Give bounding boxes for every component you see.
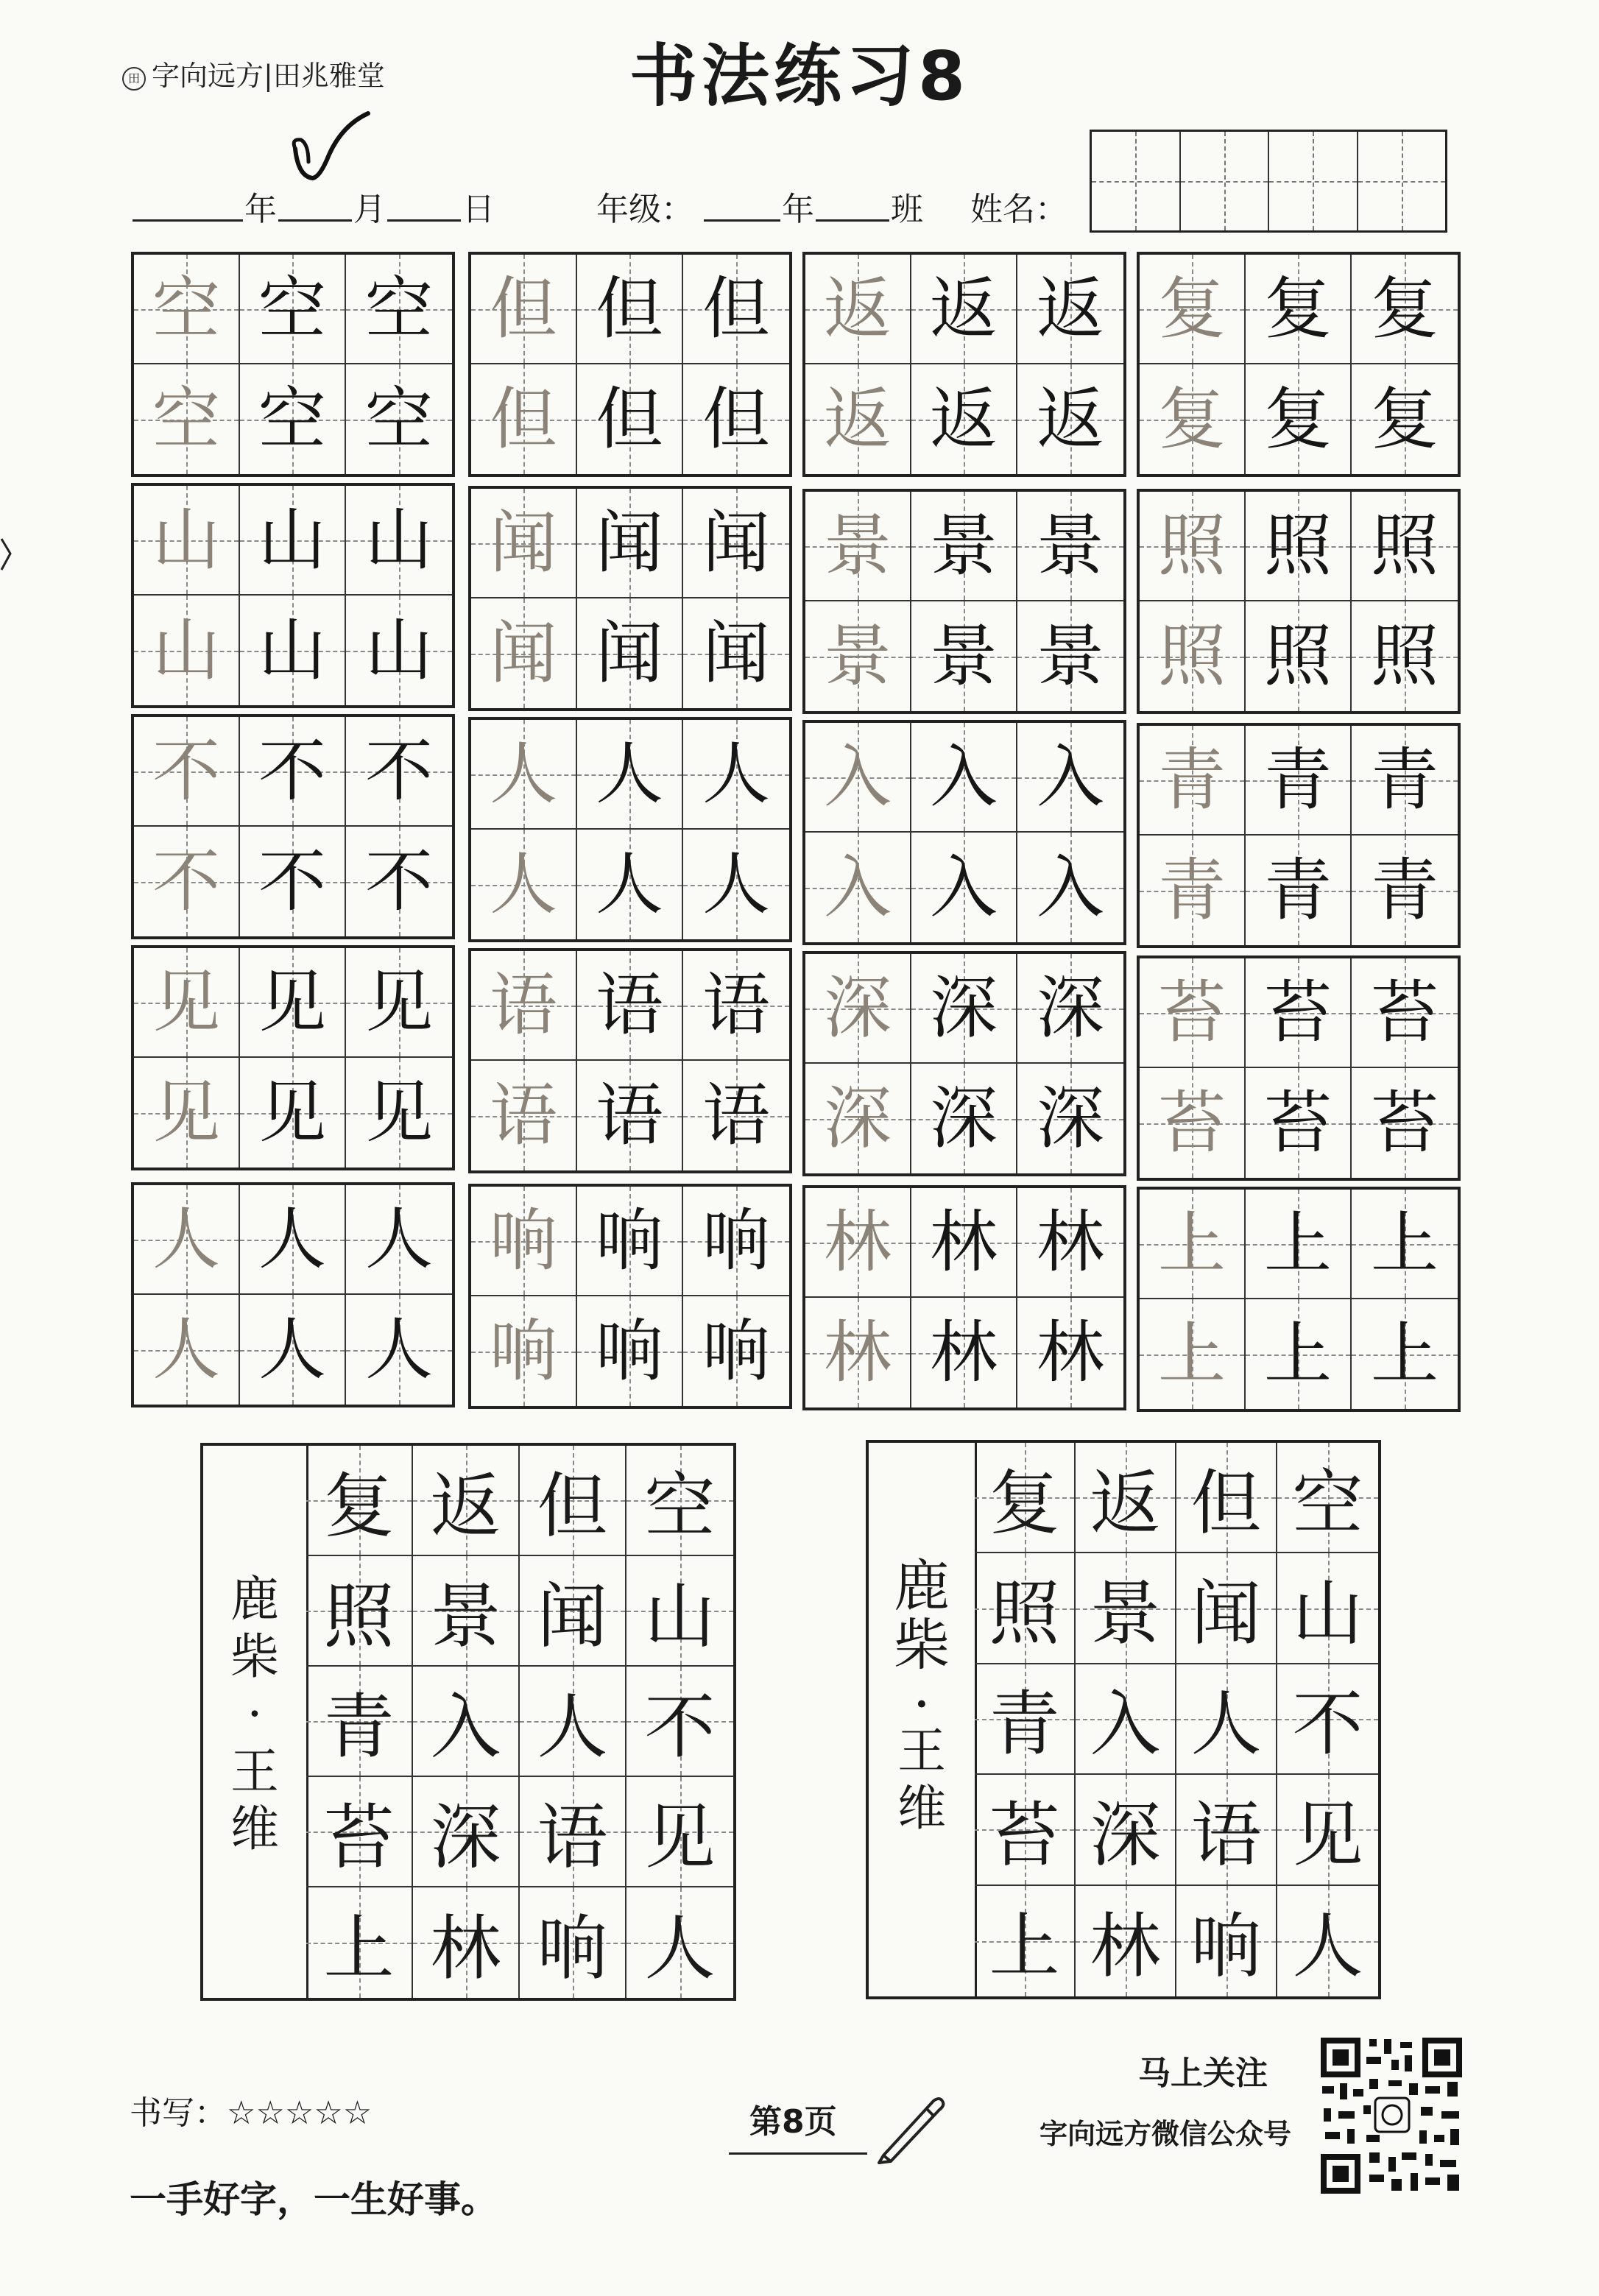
practice-block bbox=[131, 945, 455, 1170]
trace-cell[interactable]: 复 bbox=[1140, 364, 1246, 474]
poem-grid bbox=[975, 1443, 1378, 1996]
practice-block bbox=[802, 1185, 1126, 1410]
write-cell[interactable]: 深 bbox=[1017, 954, 1123, 1064]
write-cell[interactable]: 人 bbox=[240, 1295, 346, 1405]
write-cell[interactable]: 上 bbox=[1352, 1190, 1458, 1299]
author-char: 维 bbox=[897, 1780, 946, 1837]
practice-block bbox=[1137, 252, 1461, 477]
write-cell[interactable]: 语 bbox=[683, 1061, 789, 1170]
write-cell[interactable]: 林 bbox=[911, 1298, 1017, 1407]
year-label: 年 bbox=[244, 191, 277, 228]
practice-block bbox=[131, 483, 455, 708]
trace-cell[interactable]: 返 bbox=[805, 364, 911, 474]
practice-block bbox=[802, 252, 1126, 477]
trace-cell[interactable]: 但 bbox=[471, 255, 577, 364]
write-cell[interactable]: 青 bbox=[1246, 836, 1352, 945]
trace-cell[interactable]: 返 bbox=[805, 255, 911, 364]
practice-block bbox=[468, 948, 792, 1173]
write-cell[interactable]: 空 bbox=[346, 255, 452, 364]
poem-cell[interactable]: 上 bbox=[975, 1886, 1076, 1996]
poem-cell[interactable]: 人 bbox=[1277, 1886, 1378, 1996]
poem-cell[interactable]: 照 bbox=[975, 1553, 1076, 1664]
write-cell[interactable]: 入 bbox=[1017, 833, 1123, 942]
poem-cell[interactable]: 但 bbox=[520, 1446, 626, 1556]
write-cell[interactable]: 山 bbox=[240, 596, 346, 705]
trace-cell[interactable]: 深 bbox=[805, 954, 911, 1064]
write-cell[interactable]: 但 bbox=[683, 255, 789, 364]
write-cell[interactable]: 深 bbox=[911, 954, 1017, 1064]
write-cell[interactable]: 林 bbox=[1017, 1188, 1123, 1298]
write-cell[interactable]: 不 bbox=[346, 717, 452, 827]
write-cell[interactable]: 苔 bbox=[1246, 1068, 1352, 1178]
write-cell[interactable]: 景 bbox=[911, 601, 1017, 711]
poem-cell[interactable]: 但 bbox=[1176, 1443, 1277, 1553]
write-cell[interactable]: 复 bbox=[1352, 255, 1458, 364]
practice-block bbox=[468, 486, 792, 711]
write-cell[interactable]: 林 bbox=[911, 1188, 1017, 1298]
poem-cell[interactable]: 景 bbox=[413, 1556, 520, 1667]
write-cell[interactable]: 林 bbox=[1017, 1298, 1123, 1407]
motto: 一手好字，一生好事。 bbox=[130, 2178, 498, 2221]
author-char: 柴 bbox=[894, 1612, 950, 1678]
write-cell[interactable]: 复 bbox=[1352, 364, 1458, 474]
author-char: 维 bbox=[230, 1801, 279, 1857]
write-cell[interactable]: 闻 bbox=[577, 489, 683, 598]
practice-block bbox=[131, 1182, 455, 1407]
name-label: 姓名： bbox=[970, 191, 1067, 228]
trace-cell[interactable]: 苔 bbox=[1140, 958, 1246, 1068]
write-cell[interactable]: 闻 bbox=[683, 489, 789, 598]
poem-cell[interactable]: 见 bbox=[1277, 1775, 1378, 1885]
write-cell[interactable]: 人 bbox=[577, 830, 683, 939]
write-cell[interactable]: 上 bbox=[1246, 1190, 1352, 1299]
write-cell[interactable]: 入 bbox=[911, 833, 1017, 942]
poem-cell[interactable]: 上 bbox=[306, 1887, 413, 1998]
poem-cell[interactable]: 林 bbox=[1076, 1886, 1176, 1996]
trace-cell[interactable]: 见 bbox=[134, 1058, 240, 1168]
poem-cell[interactable]: 语 bbox=[1176, 1775, 1277, 1885]
practice-block bbox=[1137, 723, 1461, 948]
trace-cell[interactable]: 入 bbox=[805, 723, 911, 833]
write-cell[interactable]: 人 bbox=[346, 1295, 452, 1405]
write-cell[interactable]: 见 bbox=[240, 1058, 346, 1168]
poem-cell[interactable]: 语 bbox=[520, 1777, 626, 1887]
poem-cell[interactable]: 闻 bbox=[520, 1556, 626, 1667]
poem-author-column bbox=[869, 1443, 977, 1996]
grade-label: 年级： bbox=[596, 191, 693, 228]
practice-block bbox=[1137, 956, 1461, 1181]
write-cell[interactable]: 青 bbox=[1246, 726, 1352, 836]
write-cell[interactable]: 入 bbox=[911, 723, 1017, 833]
poem-cell[interactable]: 入 bbox=[1076, 1664, 1176, 1775]
write-cell[interactable]: 响 bbox=[577, 1187, 683, 1296]
write-cell[interactable]: 返 bbox=[911, 255, 1017, 364]
trace-cell[interactable]: 照 bbox=[1140, 601, 1246, 711]
write-cell[interactable]: 照 bbox=[1352, 601, 1458, 711]
poem-cell[interactable]: 山 bbox=[626, 1556, 733, 1667]
write-cell[interactable]: 不 bbox=[240, 717, 346, 827]
poem-grid bbox=[306, 1446, 733, 1998]
trace-cell[interactable]: 人 bbox=[471, 830, 577, 939]
author-char: 鹿 bbox=[894, 1553, 950, 1619]
poem-cell[interactable]: 青 bbox=[306, 1667, 413, 1777]
write-cell[interactable]: 青 bbox=[1352, 836, 1458, 945]
write-cell[interactable]: 景 bbox=[1017, 601, 1123, 711]
trace-cell[interactable]: 入 bbox=[805, 833, 911, 942]
poem-cell[interactable]: 见 bbox=[626, 1777, 733, 1887]
trace-cell[interactable]: 空 bbox=[134, 364, 240, 474]
practice-block bbox=[131, 252, 455, 477]
write-cell[interactable]: 空 bbox=[346, 364, 452, 474]
trace-cell[interactable]: 但 bbox=[471, 364, 577, 474]
poem-cell[interactable]: 空 bbox=[626, 1446, 733, 1556]
trace-cell[interactable]: 上 bbox=[1140, 1299, 1246, 1409]
trace-cell[interactable]: 照 bbox=[1140, 492, 1246, 601]
poem-cell[interactable]: 不 bbox=[1277, 1664, 1378, 1775]
trace-cell[interactable]: 景 bbox=[805, 601, 911, 711]
write-cell[interactable]: 返 bbox=[911, 364, 1017, 474]
poem-author-column bbox=[203, 1446, 308, 1998]
trace-cell[interactable]: 山 bbox=[134, 486, 240, 596]
trace-cell[interactable]: 人 bbox=[471, 720, 577, 830]
author-char: · bbox=[247, 1686, 263, 1742]
poem-panel-copy bbox=[866, 1440, 1381, 1999]
write-cell[interactable]: 景 bbox=[1017, 492, 1123, 601]
write-cell[interactable]: 不 bbox=[240, 827, 346, 936]
practice-block bbox=[468, 717, 792, 942]
poem-cell[interactable]: 返 bbox=[1076, 1443, 1176, 1553]
account-label: 字向远方微信公众号 bbox=[1039, 2118, 1292, 2150]
author-char: 鹿 bbox=[230, 1571, 279, 1628]
write-cell[interactable]: 不 bbox=[346, 827, 452, 936]
trace-cell[interactable]: 上 bbox=[1140, 1190, 1246, 1299]
write-cell[interactable]: 山 bbox=[346, 486, 452, 596]
poem-cell[interactable]: 入 bbox=[413, 1667, 520, 1777]
write-cell[interactable]: 返 bbox=[1017, 364, 1123, 474]
qr-code-icon[interactable] bbox=[1318, 2035, 1465, 2197]
author-char: 王 bbox=[897, 1723, 946, 1779]
write-cell[interactable]: 但 bbox=[577, 364, 683, 474]
write-cell[interactable]: 见 bbox=[346, 1058, 452, 1168]
trace-cell[interactable]: 青 bbox=[1140, 836, 1246, 945]
trace-cell[interactable]: 不 bbox=[134, 827, 240, 936]
write-cell[interactable]: 响 bbox=[577, 1296, 683, 1406]
write-cell[interactable]: 山 bbox=[240, 486, 346, 596]
writing-rating[interactable]: 书写：☆☆☆☆☆ bbox=[130, 2094, 373, 2132]
poem-cell[interactable]: 不 bbox=[626, 1667, 733, 1777]
poem-cell[interactable]: 人 bbox=[520, 1667, 626, 1777]
write-cell[interactable]: 深 bbox=[1017, 1064, 1123, 1173]
poem-cell[interactable]: 复 bbox=[975, 1443, 1076, 1553]
write-cell[interactable]: 返 bbox=[1017, 255, 1123, 364]
practice-block bbox=[468, 252, 792, 477]
write-cell[interactable]: 山 bbox=[346, 596, 452, 705]
year-blank[interactable] bbox=[133, 219, 243, 222]
trace-cell[interactable]: 见 bbox=[134, 948, 240, 1058]
trace-cell[interactable]: 林 bbox=[805, 1188, 911, 1298]
write-cell[interactable]: 人 bbox=[683, 720, 789, 830]
write-cell[interactable]: 语 bbox=[683, 951, 789, 1061]
name-grid[interactable] bbox=[1090, 130, 1447, 233]
practice-block bbox=[1137, 489, 1461, 714]
write-cell[interactable]: 深 bbox=[911, 1064, 1017, 1173]
write-cell[interactable]: 景 bbox=[911, 492, 1017, 601]
write-cell[interactable]: 语 bbox=[577, 951, 683, 1061]
trace-cell[interactable]: 闻 bbox=[471, 598, 577, 708]
trace-cell[interactable]: 响 bbox=[471, 1296, 577, 1406]
practice-block bbox=[468, 1184, 792, 1409]
class-label: 班 bbox=[891, 191, 923, 228]
write-cell[interactable]: 苔 bbox=[1352, 958, 1458, 1068]
trace-cell[interactable]: 深 bbox=[805, 1064, 911, 1173]
poem-cell[interactable]: 空 bbox=[1277, 1443, 1378, 1553]
practice-block bbox=[1137, 1187, 1461, 1412]
write-cell[interactable]: 见 bbox=[240, 948, 346, 1058]
poem-cell[interactable]: 青 bbox=[975, 1664, 1076, 1775]
write-cell[interactable]: 复 bbox=[1246, 255, 1352, 364]
page-number: 第8页 bbox=[749, 2103, 837, 2141]
write-cell[interactable]: 上 bbox=[1246, 1299, 1352, 1409]
poem-cell[interactable]: 返 bbox=[413, 1446, 520, 1556]
poem-cell[interactable]: 人 bbox=[1176, 1664, 1277, 1775]
write-cell[interactable]: 照 bbox=[1352, 492, 1458, 601]
grade-blank[interactable] bbox=[704, 219, 780, 222]
write-cell[interactable]: 语 bbox=[577, 1061, 683, 1170]
write-cell[interactable]: 空 bbox=[240, 364, 346, 474]
write-cell[interactable]: 入 bbox=[1017, 723, 1123, 833]
brand-circle-icon: 田 bbox=[122, 67, 146, 91]
write-cell[interactable]: 照 bbox=[1246, 492, 1352, 601]
write-cell[interactable]: 但 bbox=[683, 364, 789, 474]
write-cell[interactable]: 见 bbox=[346, 948, 452, 1058]
trace-cell[interactable]: 复 bbox=[1140, 255, 1246, 364]
trace-cell[interactable]: 语 bbox=[471, 1061, 577, 1170]
poem-cell[interactable]: 苔 bbox=[306, 1777, 413, 1887]
trace-cell[interactable]: 不 bbox=[134, 717, 240, 827]
poem-cell[interactable]: 林 bbox=[413, 1887, 520, 1998]
write-cell[interactable]: 苔 bbox=[1246, 958, 1352, 1068]
write-cell[interactable]: 苔 bbox=[1352, 1068, 1458, 1178]
write-cell[interactable]: 空 bbox=[240, 255, 346, 364]
practice-block bbox=[802, 720, 1126, 945]
day-label: 日 bbox=[462, 191, 495, 228]
write-cell[interactable]: 青 bbox=[1352, 726, 1458, 836]
poem-cell[interactable]: 响 bbox=[1176, 1886, 1277, 1996]
write-cell[interactable]: 人 bbox=[240, 1185, 346, 1295]
write-cell[interactable]: 闻 bbox=[577, 598, 683, 708]
trace-cell[interactable]: 青 bbox=[1140, 726, 1246, 836]
write-cell[interactable]: 照 bbox=[1246, 601, 1352, 711]
poem-cell[interactable]: 苔 bbox=[975, 1775, 1076, 1885]
page-title: 书法练习8 bbox=[629, 37, 970, 116]
trace-cell[interactable]: 苔 bbox=[1140, 1068, 1246, 1178]
write-cell[interactable]: 闻 bbox=[683, 598, 789, 708]
poem-cell[interactable]: 复 bbox=[306, 1446, 413, 1556]
trace-cell[interactable]: 林 bbox=[805, 1298, 911, 1407]
poem-cell[interactable]: 山 bbox=[1277, 1553, 1378, 1664]
trace-cell[interactable]: 语 bbox=[471, 951, 577, 1061]
trace-cell[interactable]: 闻 bbox=[471, 489, 577, 598]
month-label: 月 bbox=[353, 191, 386, 228]
write-cell[interactable]: 响 bbox=[683, 1296, 789, 1406]
page-underline bbox=[729, 2152, 867, 2155]
write-cell[interactable]: 响 bbox=[683, 1187, 789, 1296]
write-cell[interactable]: 上 bbox=[1352, 1299, 1458, 1409]
trace-cell[interactable]: 山 bbox=[134, 596, 240, 705]
practice-block bbox=[802, 951, 1126, 1176]
pen-icon bbox=[869, 2091, 950, 2164]
poem-cell[interactable]: 人 bbox=[626, 1887, 733, 1998]
author-char: · bbox=[912, 1671, 931, 1737]
trace-cell[interactable]: 人 bbox=[134, 1295, 240, 1405]
poem-cell[interactable]: 深 bbox=[1076, 1775, 1176, 1885]
author-char: 柴 bbox=[230, 1628, 279, 1685]
poem-cell[interactable]: 景 bbox=[1076, 1553, 1176, 1664]
trace-cell[interactable]: 人 bbox=[134, 1185, 240, 1295]
practice-block bbox=[802, 489, 1126, 714]
poem-panel-model bbox=[200, 1443, 736, 2001]
poem-cell[interactable]: 闻 bbox=[1176, 1553, 1277, 1664]
checkmark-icon bbox=[291, 110, 372, 191]
trace-cell[interactable]: 景 bbox=[805, 492, 911, 601]
write-cell[interactable]: 但 bbox=[577, 255, 683, 364]
follow-label: 马上关注 bbox=[1138, 2055, 1268, 2092]
margin-mark bbox=[0, 536, 13, 573]
poem-cell[interactable]: 照 bbox=[306, 1556, 413, 1667]
poem-cell[interactable]: 深 bbox=[413, 1777, 520, 1887]
day-blank[interactable] bbox=[387, 219, 461, 222]
write-cell[interactable]: 复 bbox=[1246, 364, 1352, 474]
brand-text: 字向远方|田兆雅堂 bbox=[152, 60, 385, 92]
write-cell[interactable]: 人 bbox=[577, 720, 683, 830]
class-blank[interactable] bbox=[816, 219, 889, 222]
grade-year-label: 年 bbox=[782, 191, 814, 228]
trace-cell[interactable]: 空 bbox=[134, 255, 240, 364]
write-cell[interactable]: 人 bbox=[683, 830, 789, 939]
trace-cell[interactable]: 响 bbox=[471, 1187, 577, 1296]
practice-block bbox=[131, 714, 455, 939]
author-char: 王 bbox=[230, 1743, 279, 1800]
poem-cell[interactable]: 响 bbox=[520, 1887, 626, 1998]
write-cell[interactable]: 人 bbox=[346, 1185, 452, 1295]
month-blank[interactable] bbox=[278, 219, 352, 222]
